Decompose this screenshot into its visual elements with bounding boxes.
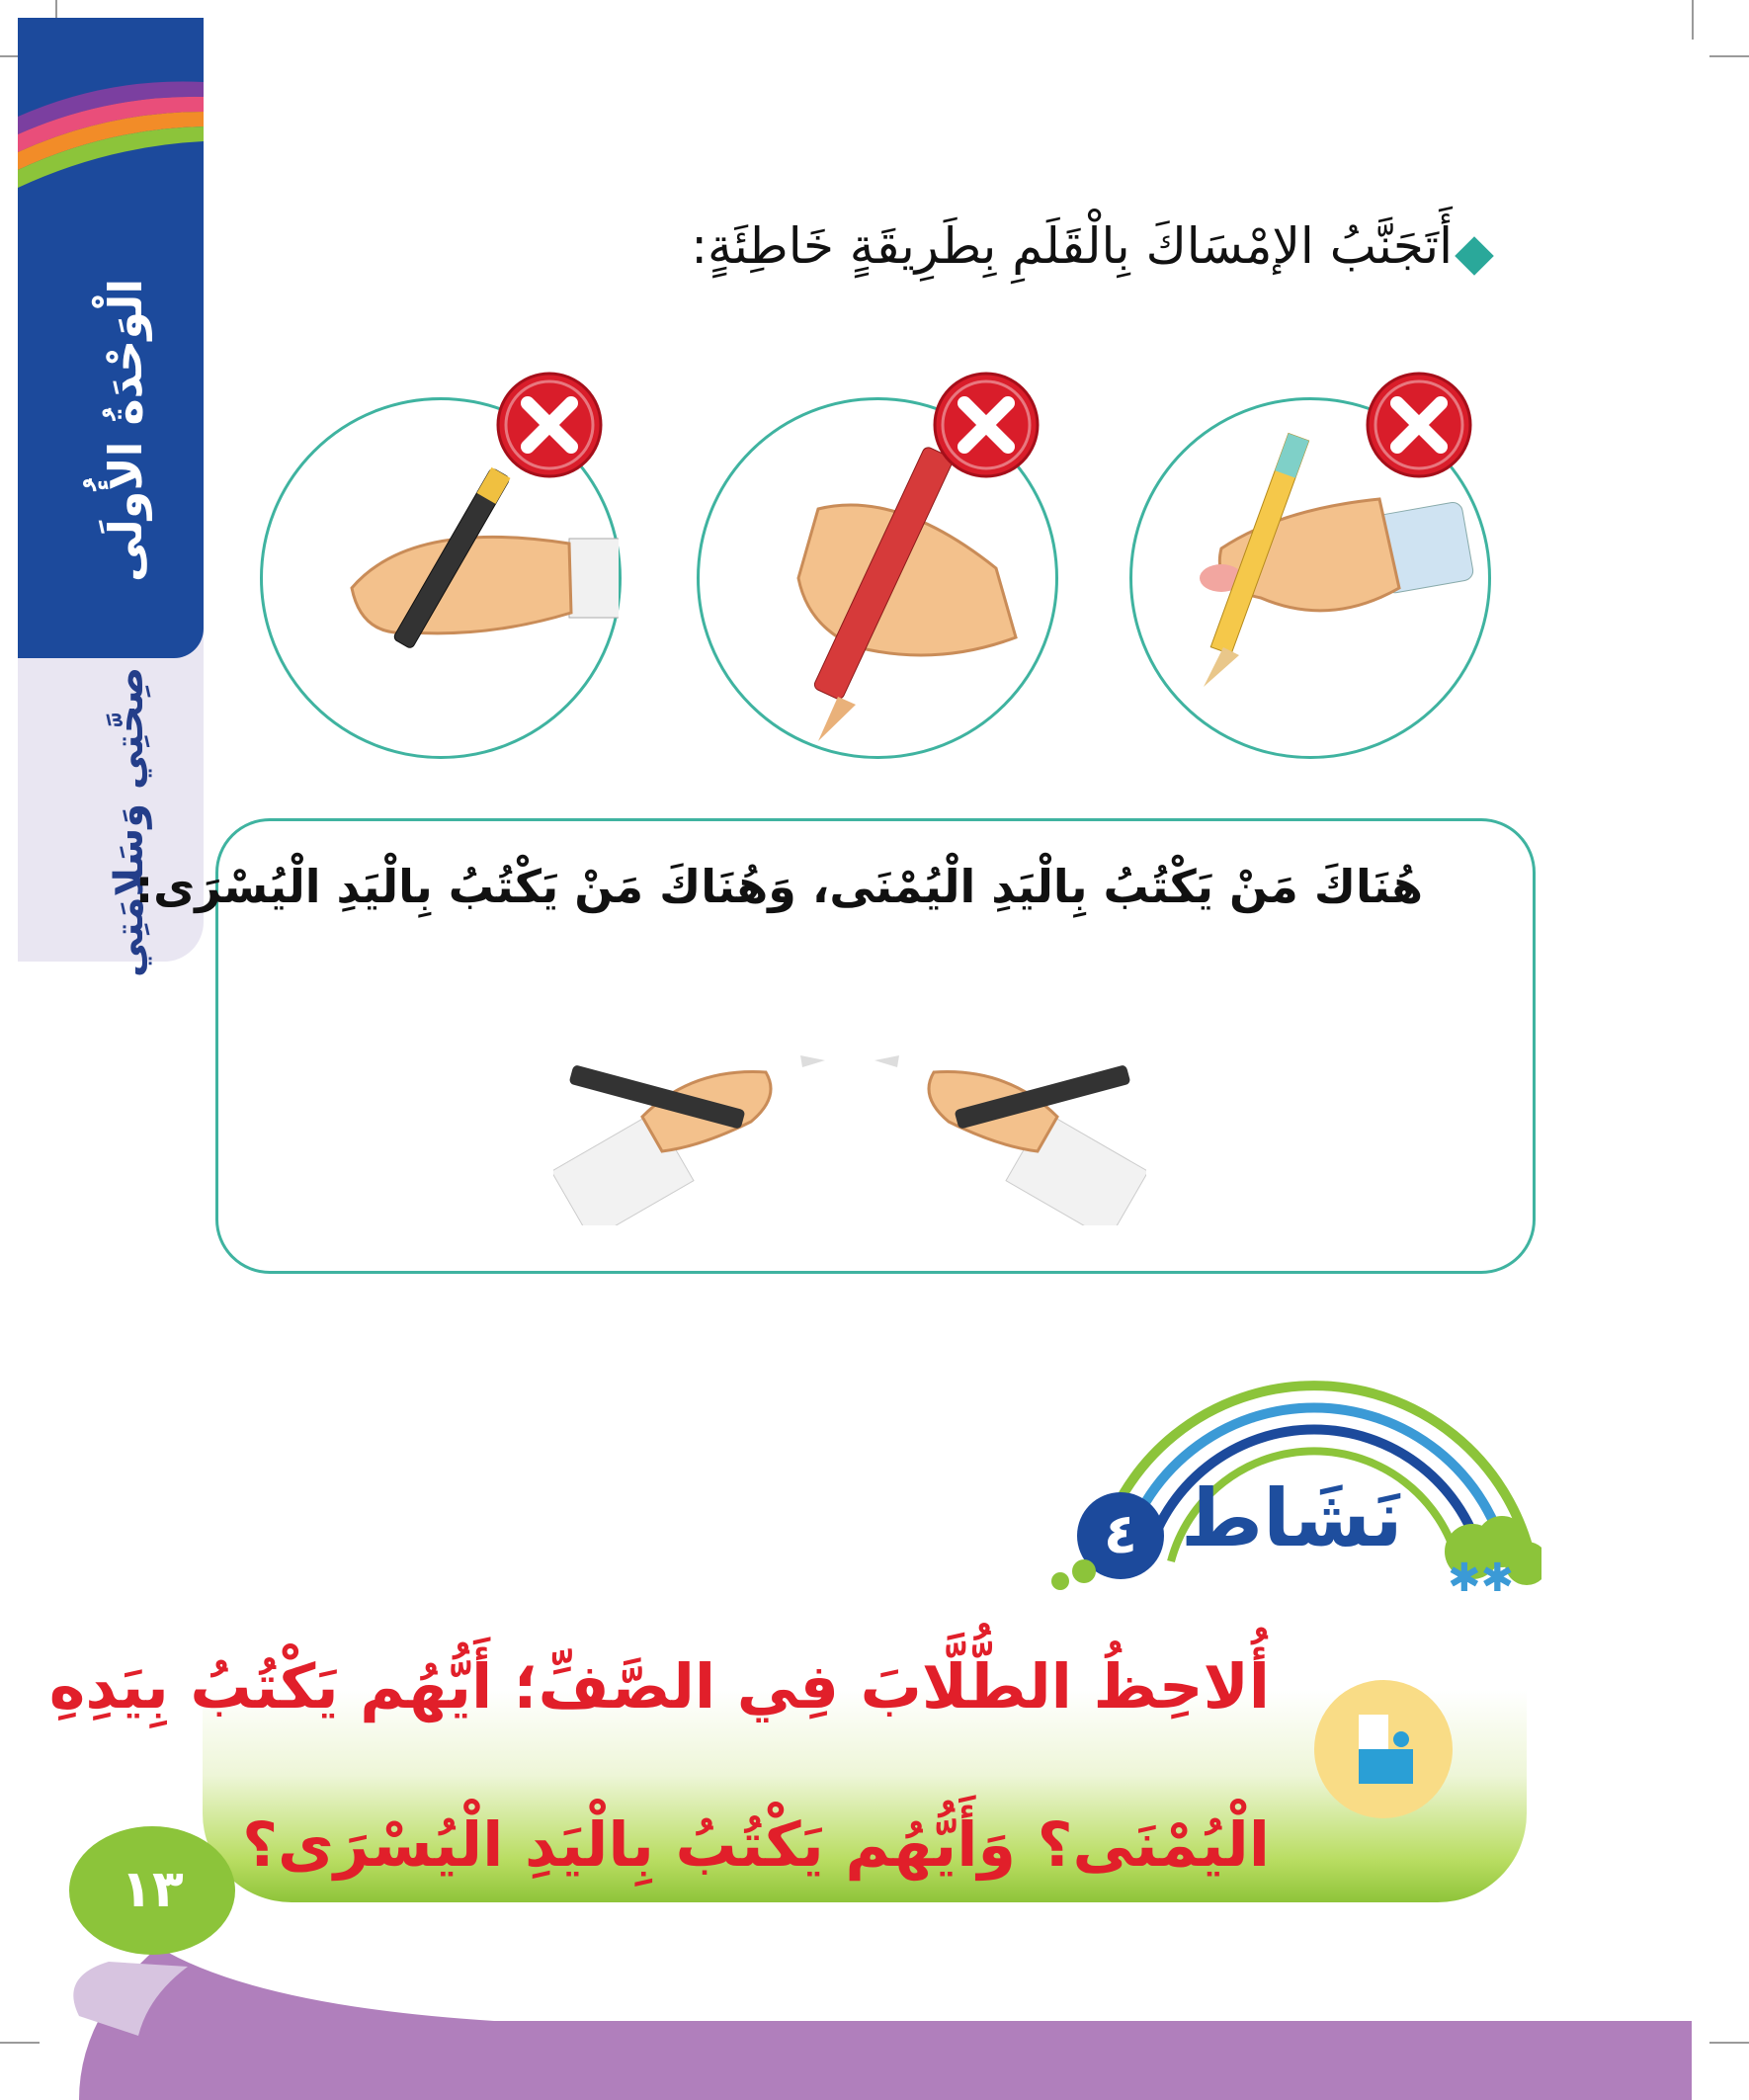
wrong-grip-black-pen-image [260, 397, 622, 759]
activity-number: ٤ [1077, 1492, 1164, 1579]
section-heading: أَتَجَنَّبُ الإمْسَاكَ بِالْقَلَمِ بِطَرِيقَةٍ خَاطِئَةٍ: [691, 217, 1453, 275]
x-mark-icon [1365, 371, 1473, 479]
rainbow-stripes-icon [18, 57, 204, 196]
x-mark-icon [932, 371, 1041, 479]
activity-question-line-1: أُلاحِظُ الطُّلَّابَ فِي الصَّفِّ؛ أَيُّهُم يَكْتُبُ بِيَدِهِ [48, 1650, 1270, 1722]
snowflake-decoration-icon [1443, 1552, 1522, 1601]
unit-title: الْوَحْدَةُ الأُولَى [99, 278, 152, 582]
activity-question-line-2: الْيُمْنَى؟ وَأَيُّهُم يَكْتُبُ بِالْيَدِ الْيُسْرَى؟ [242, 1808, 1270, 1881]
purple-footer-wave [0, 1937, 1749, 2100]
x-mark-icon [495, 371, 604, 479]
activity-title: نَشَاط [1181, 1472, 1403, 1564]
crop-mark [1692, 0, 1694, 40]
wrong-grip-red-pen-image [697, 397, 1058, 759]
svg-text:✱✱: ✱✱ [1448, 1555, 1515, 1601]
wrong-grip-pencil-image [1129, 397, 1491, 759]
puzzle-icon-bg [1314, 1680, 1453, 1818]
puzzle-icon [1314, 1680, 1453, 1818]
info-box-text: هُنَاكَ مَنْ يَكْتُبُ بِالْيَدِ الْيُمْنَى، وَهُنَاكَ مَنْ يَكْتُبُ بِالْيَدِ الْيُسْرَى: [134, 860, 1423, 913]
crop-mark [1709, 55, 1749, 57]
right-and-left-hand-writing-icon [553, 988, 1146, 1225]
diamond-bullet-icon [1455, 236, 1494, 276]
flower-decoration-icon [1042, 1552, 1102, 1601]
unit-subtitle: صِحَّتِي وَسَلامَتِي [107, 667, 152, 978]
page-number: ١٣ [69, 1826, 235, 1955]
